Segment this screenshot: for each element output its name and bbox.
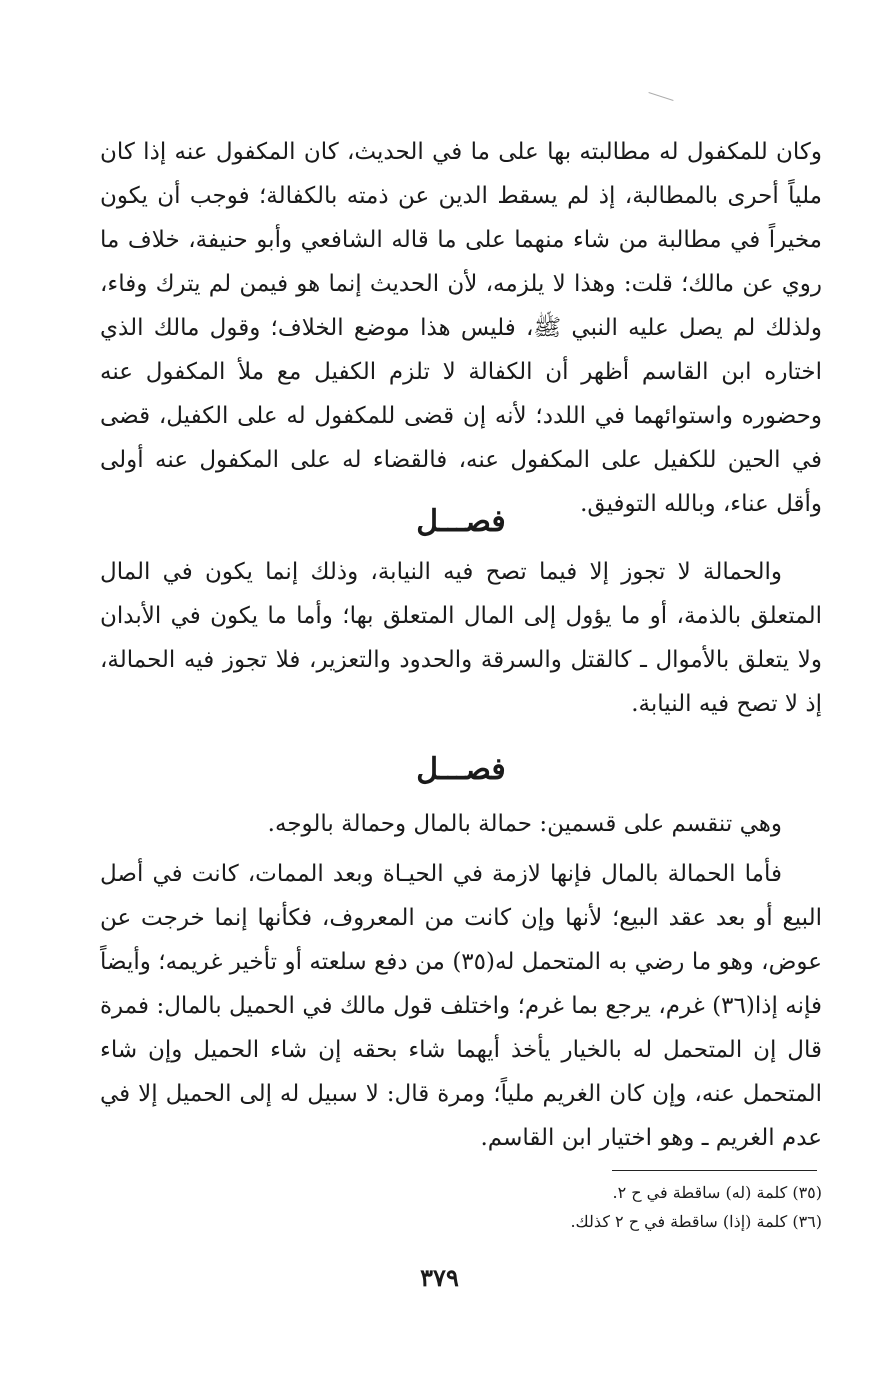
- footnote-35: (٣٥) كلمة (له) ساقطة في ح ٢.: [612, 1183, 822, 1202]
- scan-artifact-mark: [648, 92, 673, 101]
- paragraph-hamala-conditions: والحمالة لا تجوز إلا فيما تصح فيه النيابة، وذلك إنما يكون في المال المتعلق بالذمة، أو ما يؤول إلى المال المتعلق بها؛ وأما ما يكون في الأبدان ولا يتعلق بالأموال ـ كالقتل والسرقة والحدود والتعزير، فلا تجوز فيه الحمالة، إذ لا تصح فيه النيابة.: [100, 559, 822, 717]
- section-heading-1: فصـــل: [416, 504, 506, 539]
- paragraph-surety-claim: وكان للمكفول له مطالبته بها على ما في الحديث، كان المكفول عنه إذا كان ملياً أحرى بالمطالبة، إذ لم يسقط الدين عن ذمته بالكفالة؛ فوجب أن يكون مخيراً في مطالبة من شاء منهما على ما قاله الشافعي وأبو حنيفة، خلاف ما روي عن مالك؛ قلت: وهذا لا يلزمه، لأن الحديث إنما هو فيمن لم يترك وفاء، ولذلك لم يصل عليه النبي ﷺ، فليس هذا موضع الخلاف؛ وقول مالك الذي اختاره ابن القاسم أظهر أن الكفالة لا تلزم الكفيل مع ملأ المكفول عنه وحضوره واستوائهما في اللدد؛ لأنه إن قضى للمكفول له على الكفيل، قضى في الحين للكفيل على المكفول عنه، فالقضاء له على المكفول عنه أولى وأقل عناء، وبالله التوفيق.: [100, 139, 822, 517]
- footnote-divider: [612, 1170, 817, 1171]
- section-heading-2: فصـــل: [416, 752, 506, 787]
- footnote-36: (٣٦) كلمة (إذا) ساقطة في ح ٢ كذلك.: [570, 1212, 822, 1231]
- paragraph-hamala-by-money: فأما الحمالة بالمال فإنها لازمة في الحيـاة وبعد الممات، كانت في أصل البيع أو بعد عقد البيع؛ لأنها وإن كانت من المعروف، فكأنها إنما خرجت عن عوض، وهو ما رضي به المتحمل له(٣٥) من دفع سلعته أو تأخير غريمه؛ وأيضاً فإنه إذا(٣٦) غرم، يرجع بما غرم؛ واختلف قول مالك في الحميل بالمال: فمرة قال إن المتحمل له بالخيار يأخذ أيهما شاء بحقه إن شاء الحميل وإن شاء المتحمل عنه، وإن كان الغريم ملياً؛ ومرة قال: لا سبيل له إلى الحميل إلا في عدم الغريم ـ وهو اختيار ابن القاسم.: [100, 861, 823, 1151]
- footnotes: [300, 1178, 822, 1236]
- paragraph-hamala-types: وهي تنقسم على قسمين: حمالة بالمال وحمالة بالوجه.: [267, 811, 782, 837]
- page-number: ٣٧٩: [420, 1263, 459, 1292]
